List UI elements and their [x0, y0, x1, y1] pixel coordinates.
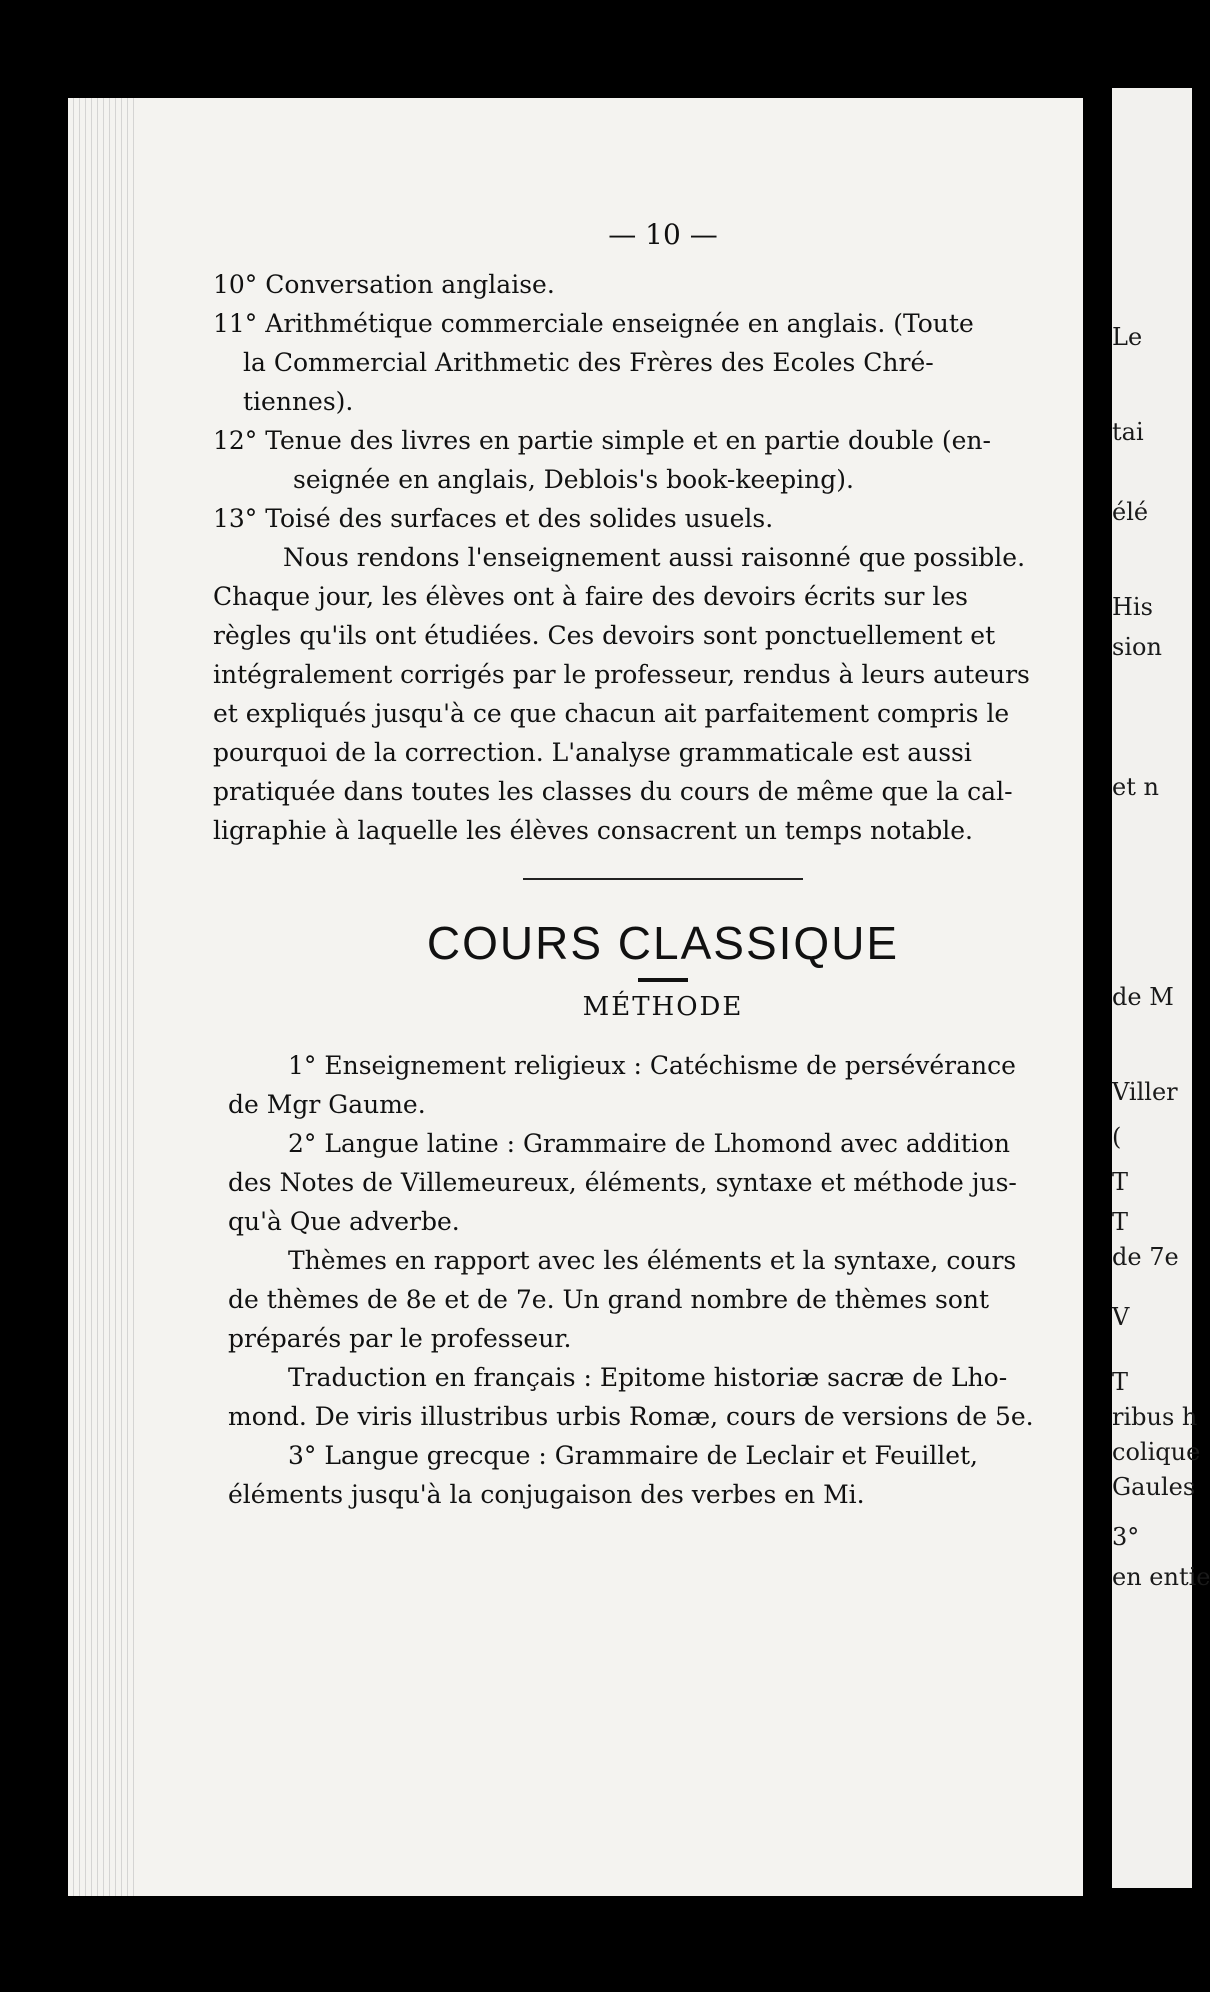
right-fragment: His: [1112, 593, 1153, 621]
right-fragment: T: [1112, 1208, 1129, 1236]
right-fragment: sion: [1112, 633, 1162, 661]
list-item-12: 12° Tenue des livres en partie simple et en partie double (en- seignée en anglais, Deblois's book-keeping).: [213, 426, 991, 494]
right-fragment: T: [1112, 1368, 1129, 1396]
methode-item-latine: 2° Langue latine : Grammaire de Lhomond avec addition des Notes de Villemeureux, éléments, syntaxe et méthode jus- qu'à Que adverbe.: [228, 1129, 1017, 1236]
methode-item-religieux: 1° Enseignement religieux : Catéchisme de persévérance de Mgr Gaume.: [228, 1051, 1016, 1119]
right-fragment: ribus h: [1112, 1403, 1198, 1431]
right-fragment: élé: [1112, 498, 1149, 526]
list-item-13: 13° Toisé des surfaces et des solides usuels.: [213, 504, 774, 533]
right-fragment: colique: [1112, 1438, 1201, 1466]
paragraph-enseignement: Nous rendons l'enseignement aussi raisonné que possible. Chaque jour, les élèves ont à faire des devoirs écrits sur les règles qu'ils ont étudiées. Ces devoirs sont ponctuellement et intégralement corrigés par le professeur, rendus à leurs auteurs et expliqués jusqu'à ce que chacun ait parfaitement compris le pourquoi de la correction. L'analyse grammaticale est aussi pratiquée dans toutes les classes du cours de même que la cal- ligraphie à laquelle les élèves consacrent un temps notable.: [213, 543, 1030, 845]
title-underline: [638, 978, 688, 982]
numbered-list: [213, 265, 1113, 538]
right-page-edge: [1112, 88, 1210, 1888]
methode-block: [213, 1046, 1113, 1514]
page-content: [213, 218, 1113, 1514]
right-fragment: V: [1112, 1303, 1130, 1331]
left-page: [68, 98, 1083, 1896]
methode-item-traduction: Traduction en français : Epitome historiæ sacræ de Lho- mond. De viris illustribus urbis Romæ, cours de versions de 5e.: [228, 1363, 1034, 1431]
section-title: COURS CLASSIQUE: [426, 917, 900, 969]
right-fragment: tai: [1112, 418, 1144, 446]
right-fragment: et n: [1112, 773, 1159, 801]
right-fragment: T: [1112, 1168, 1129, 1196]
methode-item-themes: Thèmes en rapport avec les éléments et la syntaxe, cours de thèmes de 8e et de 7e. Un grand nombre de thèmes sont préparés par le professeur.: [228, 1246, 1017, 1353]
right-fragment: 3°: [1112, 1523, 1140, 1551]
page-number: — 10 —: [608, 218, 718, 251]
methode-item-grecque: 3° Langue grecque : Grammaire de Leclair et Feuillet, éléments jusqu'à la conjugaison des verbes en Mi.: [228, 1441, 978, 1509]
right-fragment: Gaules: [1112, 1473, 1196, 1501]
right-fragment: en entie: [1112, 1563, 1210, 1591]
right-fragment: Le: [1112, 323, 1143, 351]
right-fragment: Viller: [1112, 1078, 1178, 1106]
list-item-10: 10° Conversation anglaise.: [213, 270, 555, 299]
right-fragment: de 7e: [1112, 1243, 1179, 1271]
right-fragment: de M: [1112, 983, 1174, 1011]
subheading-methode: MÉTHODE: [582, 992, 744, 1022]
right-fragment: (: [1112, 1123, 1122, 1151]
binding-gutter: [68, 98, 138, 1896]
section-divider: [523, 878, 803, 880]
list-item-11: 11° Arithmétique commerciale enseignée en anglais. (Toute la Commercial Arithmetic des Frères des Ecoles Chré- tiennes).: [213, 309, 974, 416]
